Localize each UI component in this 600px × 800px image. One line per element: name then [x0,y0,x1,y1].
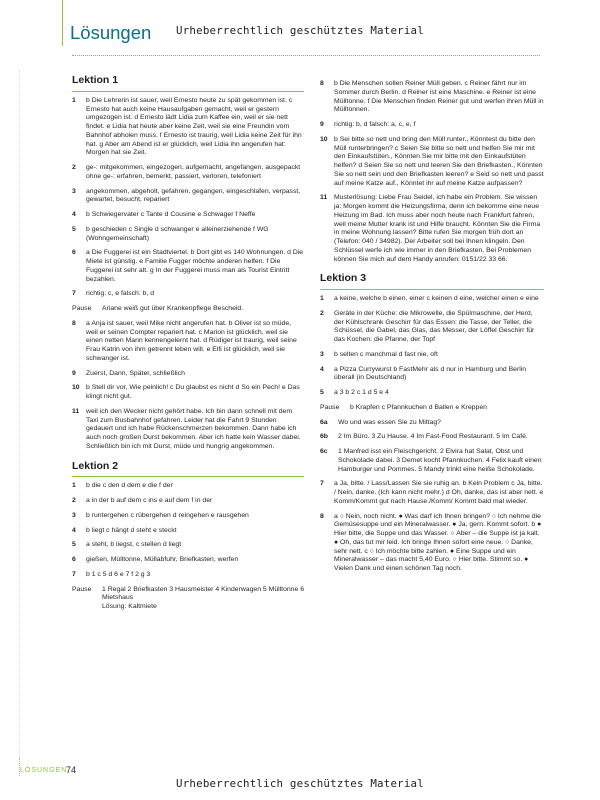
answer-number: 2 [72,497,76,504]
answer-item [320,80,544,115]
answer-item [72,541,304,550]
answer-text: b geschieden c Single d schwanger e alleinerziehende f WG (Wohngemeinschaft) [86,225,269,242]
answer-number: 1 [320,295,324,302]
answer-text: b Die Lehrerin ist sauer, weil Ernesto heute zu spät gekommen ist. c Ernesto hat auch keine Hausaufgaben gemacht, weil er gestern umgezogen ist. d Ernesto lädt Lidia zum Kaffee ein, weil er sie nett findet. e Lidia hat heute aber keine Zeit, weil sie eine Freundin vom Bahnhof abholen muss. f Ernesto ist traurig, weil Lidia keine Zeit für ihn hat. g Aber am Abend ist er glücklich, weil Lidia ihn angerufen hat: Morgen hat sie Zeit. [86,96,302,157]
watermark-bottom: Urheberrechtlich geschütztes Material [176,777,424,790]
answer-number: 5 [320,389,324,396]
lesson-items [320,295,544,574]
answer-text: b Die Menschen sollen Reiner Müll geben. c Reiner fährt nur im Sommer durch Berlin. d Reiner ist eine Maschine. e Reiner ist eine Mülltonne. f Die Menschen finden Reiner gut und werfen ihren Müll in Mülltonnen. [334,80,544,114]
footer-label: LÖSUNGEN [20,767,68,774]
answer-number: 7 [72,570,76,578]
lesson-items [72,482,304,612]
answer-text: Musterlösung: Liebe Frau Seidel, ich habe ein Problem. Sie wissen ja: Morgen kommt die Heizungsfirma, denn ich bekomme eine neue Heizung im Bad. Ich muss aber noch heute nach Frankfurt fahren, weil meine Mutter krank ist und Hilfe braucht. Könnten Sie die Firma in meine Wohnung lassen? Bitte rufen Sie morgen früh dort an (Telefon: 040 / 34982). Der Arbeiter soll bei Ihnen klingeln. Den Schlüssel werfe ich wie immer in den Briefkasten. Bei Problemen können Sie mich auf dem Handy anrufen: 0151/22 33 66. [334,194,541,263]
answer-number: 2 [320,309,324,317]
answer-item [72,556,304,565]
pause-answer [320,404,544,413]
answer-number: 7 [72,290,76,298]
answer-item [320,513,544,574]
header-divider [72,55,540,56]
answer-text: b Sei bitte so nett und bring den Müll runter., Könntest du bitte den Müll runterbringen? c Seien Sie bitte so nett und helfen Sie mir mit den Einkaufstüten., Könnten Sie mir bitte mit den Einkaufstüten helfen? d Seien Sie so nett und leeren Sie den Briefkasten., Könnten Sie so nett sein und den Briefkasten leeren? e Seid so nett und passt auf meine Katze auf., Könntet ihr auf meine Katze aufpassen? [334,135,544,187]
answer-text: b selten c manchmal d fast nie, oft [334,350,438,358]
answer-item [320,389,544,398]
answer-text: Zuerst, Dann, Später, schließlich [86,369,185,377]
lektion-3-section [320,274,544,574]
answer-text: a keine, welche b einen, einer c keinen d eine, welche/ einen e eine [334,295,539,302]
header-accent-rule [62,0,63,46]
answer-number: 9 [320,121,324,128]
answer-number: 3 [72,187,76,195]
answer-number: 7 [320,480,324,488]
answer-text: weil ich den Wecker nicht gehört habe. Ich bin dann schnell mit dem Taxi zum Busbahnhof gefahren. Leider hat die Fahrt 9 Stunden gedauert und ich habe Rückenschmerzen bekommen. Dann habe ich auch noch großen Durst bekommen. Aber ich hatte kein Wasser dabei. Schließlich bin ich mit Durst, müde und hungrig angekommen. [86,407,301,450]
answer-number: 1 [72,96,76,104]
answer-text: ge-: mitgekommen, eingezogen, aufgemacht, angefangen, ausgepackt ohne ge-: erfahren, bemerkt, passiert, verloren, telefoniert [86,164,301,180]
answer-text: a 3 b 2 c 1 d 5 e 4 [334,389,389,396]
pause-answer [72,586,304,612]
lesson-divider [320,289,544,290]
answer-text: b die c den d dem e die f der [86,482,173,490]
answer-number: 3 [320,350,324,358]
page-title: Lösungen [70,22,152,43]
lektion-2-section [72,459,305,612]
answer-item [72,320,304,364]
answer-item [320,310,544,345]
answer-item [72,497,304,506]
answer-number: 8 [72,319,76,327]
answer-number: Pause [72,305,92,312]
lesson-items [72,97,304,452]
answer-number: 6 [72,556,76,563]
answer-text: Wo und was essen Sie zu Mittag? [338,418,441,426]
lektion-1-section [72,76,304,452]
answer-item [72,571,304,580]
page-number: 74 [66,765,77,775]
answer-item [72,384,304,402]
answer-item [72,527,304,536]
answer-text: gießen, Mülltonne, Müllabfuhr, Briefkasten, werfen [86,556,239,563]
answer-number: 2 [72,164,76,171]
answer-text: 1 Regal 2 Briefkasten 3 Hausmeister 4 Kinderwagen 5 Mülltonne 6 Mietshaus Lösung: Kaltmiete [102,585,305,610]
answer-item [320,448,544,474]
answer-item [72,164,304,182]
answer-text: Ariane weiß gut über Krankenpflege Bescheid. [102,305,244,312]
answer-item [72,408,304,452]
answer-number: 11 [320,194,328,202]
answer-text: b Krapfen c Pfannkuchen d Ballen e Kreppen [350,403,487,411]
answer-text: a Ja, bitte. / Lass/Lassen Sie sie ruhig an. b Kein Problem c Ja, bitte. / Nein, danke. (Ich kann nicht mehr.) d Oh, danke, das ist aber nett. e Komm/Kommt gut nach Hause./Komm/ Kommt bald mal wieder. [334,480,544,505]
answer-text: b Schwiegervater c Tante d Cousine e Schwager f Neffe [86,211,256,218]
answer-item [320,480,544,506]
answer-item [72,290,304,299]
answer-item [320,366,544,384]
answer-item [320,351,544,360]
answer-text: Geräte in der Küche: die Mikrowelle, die Spülmaschine, der Herd, der Kühlschrank Geschirr für das Essen: die Tasse, der Teller, die Schüssel, die Gabel, das Glas, das Messer, der Löffel Geschirr für das Kochen: die Pfanne, der Topf [334,309,535,343]
answer-number: 6a [320,418,328,426]
answer-item [320,136,544,189]
lesson-title: Lektion 2 [72,459,119,472]
answer-item [72,249,304,284]
answer-number: 4 [72,526,76,534]
answer-text: b liegt c hängt d steht e steckt [86,526,177,534]
answer-number: Pause [320,403,340,411]
lesson-divider [72,91,304,92]
answer-number: 11 [72,407,80,415]
answer-text: b Stell dir vor, Wie peinlich! c Du glaubst es nicht d So ein Pech! e Das klingt nicht gut. [86,384,300,400]
lesson-title: Lektion 1 [72,74,119,86]
answer-number: 6b [320,433,328,441]
answer-number: 1 [72,482,76,490]
answer-item [320,433,544,442]
lesson-items [320,80,544,264]
pause-answer [72,305,304,314]
answer-item [320,295,544,304]
answer-text: 2 Im Büro. 3 Zu Hause. 4 Im Fast-Food Restaurant. 5 Im Café. [338,433,528,441]
left-column [72,76,304,618]
answer-item [72,370,304,379]
answer-number: 3 [72,511,76,519]
answer-item [72,188,304,206]
answer-number: 4 [72,211,76,218]
margin-rule [19,70,20,758]
right-column [320,80,544,580]
answer-number: 10 [320,135,328,143]
answer-number: 5 [72,541,76,549]
answer-text: a Pizza Currywurst b FastMehr als d nur in Hamburg und Berlin überall (in Deutschland) [334,365,527,382]
answer-number: 9 [72,369,76,377]
answer-text: a ○ Nein, noch nicht. ● Was darf ich Ihnen bringen? ○ Ich nehme die Gemüsesuppe und ein Mineralwasser. ● Ja, gern. Kommt sofort. b ● Hier bitte, die Suppe und das Wasser. ○ Aber – die Suppe ist ja kalt. ● Oh, das tut mir leid. Ich bringe Ihnen sofort eine neue. ○ Danke, sehr nett. c ○ Ich möchte bitte zahlen. ● Eine Suppe und ein Mineralwasser – das macht 5,40 Euro. ○ Hier bitte. Stimmt so. ● Vielen Dank und einen schönen Tag noch. [334,512,542,572]
watermark-top: Urheberrechtlich geschütztes Material [176,24,424,37]
answer-text: a Die Fuggerei ist ein Stadtviertel. b Dort gibt es 140 Wohnungen. d Die Miete ist günstig. e Familie Fugger möchte anderen helfen. f Die Fuggerei ist sehr alt. g In der Fuggerei muss man als Tourist Eintritt bezahlen. [86,249,304,283]
answer-number: 4 [320,365,324,373]
answer-number: 6c [320,448,328,455]
answer-number: 6 [72,249,76,257]
lektion-2-continued [320,80,544,264]
lesson-title: Lektion 3 [320,272,367,285]
answer-number: 5 [72,225,76,233]
answer-item [72,482,304,491]
answer-text: a Anja ist sauer, weil Mike nicht angerufen hat. b Oliver ist so müde, weil er seinen Compter repariert hat. c Marion ist glücklich, weil sie einen netten Mann kennengelernt hat. d Rüdiger ist traurig, weil seine Frau Katrin von ihm getrennt leben will. e Elfi ist glücklich, weil sie schwanger ist. [86,319,297,362]
answer-item [320,419,544,428]
answer-item [320,194,544,264]
answer-text: angekommen, abgeholt, gefahren, gegangen, eingeschlafen, verpasst, gewartet, besucht, repariert [86,187,301,204]
answer-text: richtig: b, d falsch: a, c, e, f [334,121,416,128]
answer-text: 1 Manfred isst ein Fleischgericht. 2 Elvira hat Salat, Obst und Schokolade dabei. 3 Demet kocht Pfannkuchen. 4 Felix kauft einen Hamburger und Pommes. 5 Mandy trinkt eine heiße Schokolade. [338,448,542,473]
answer-text: b runtergehen c rübergehen d reingehen e rausgehen [86,511,249,519]
answer-number: 8 [320,80,324,87]
answer-text: b 1 c 5 d 6 e 7 f 2 g 3 [86,570,151,578]
answer-item [72,97,304,158]
answer-item [72,226,304,244]
answer-number: 10 [72,384,80,392]
answer-item [72,512,304,521]
answer-text: richtig: c, e falsch: b, d [86,290,155,298]
answer-text: a steht, b liegst, c stellen d liegt [86,541,182,549]
lesson-divider [72,476,304,477]
answer-number: Pause [72,585,92,593]
answer-item [72,211,304,220]
answer-item [320,121,544,130]
answer-text: a in der b auf dem c ins e auf dem f in der [86,497,213,504]
answer-number: 8 [320,512,324,520]
